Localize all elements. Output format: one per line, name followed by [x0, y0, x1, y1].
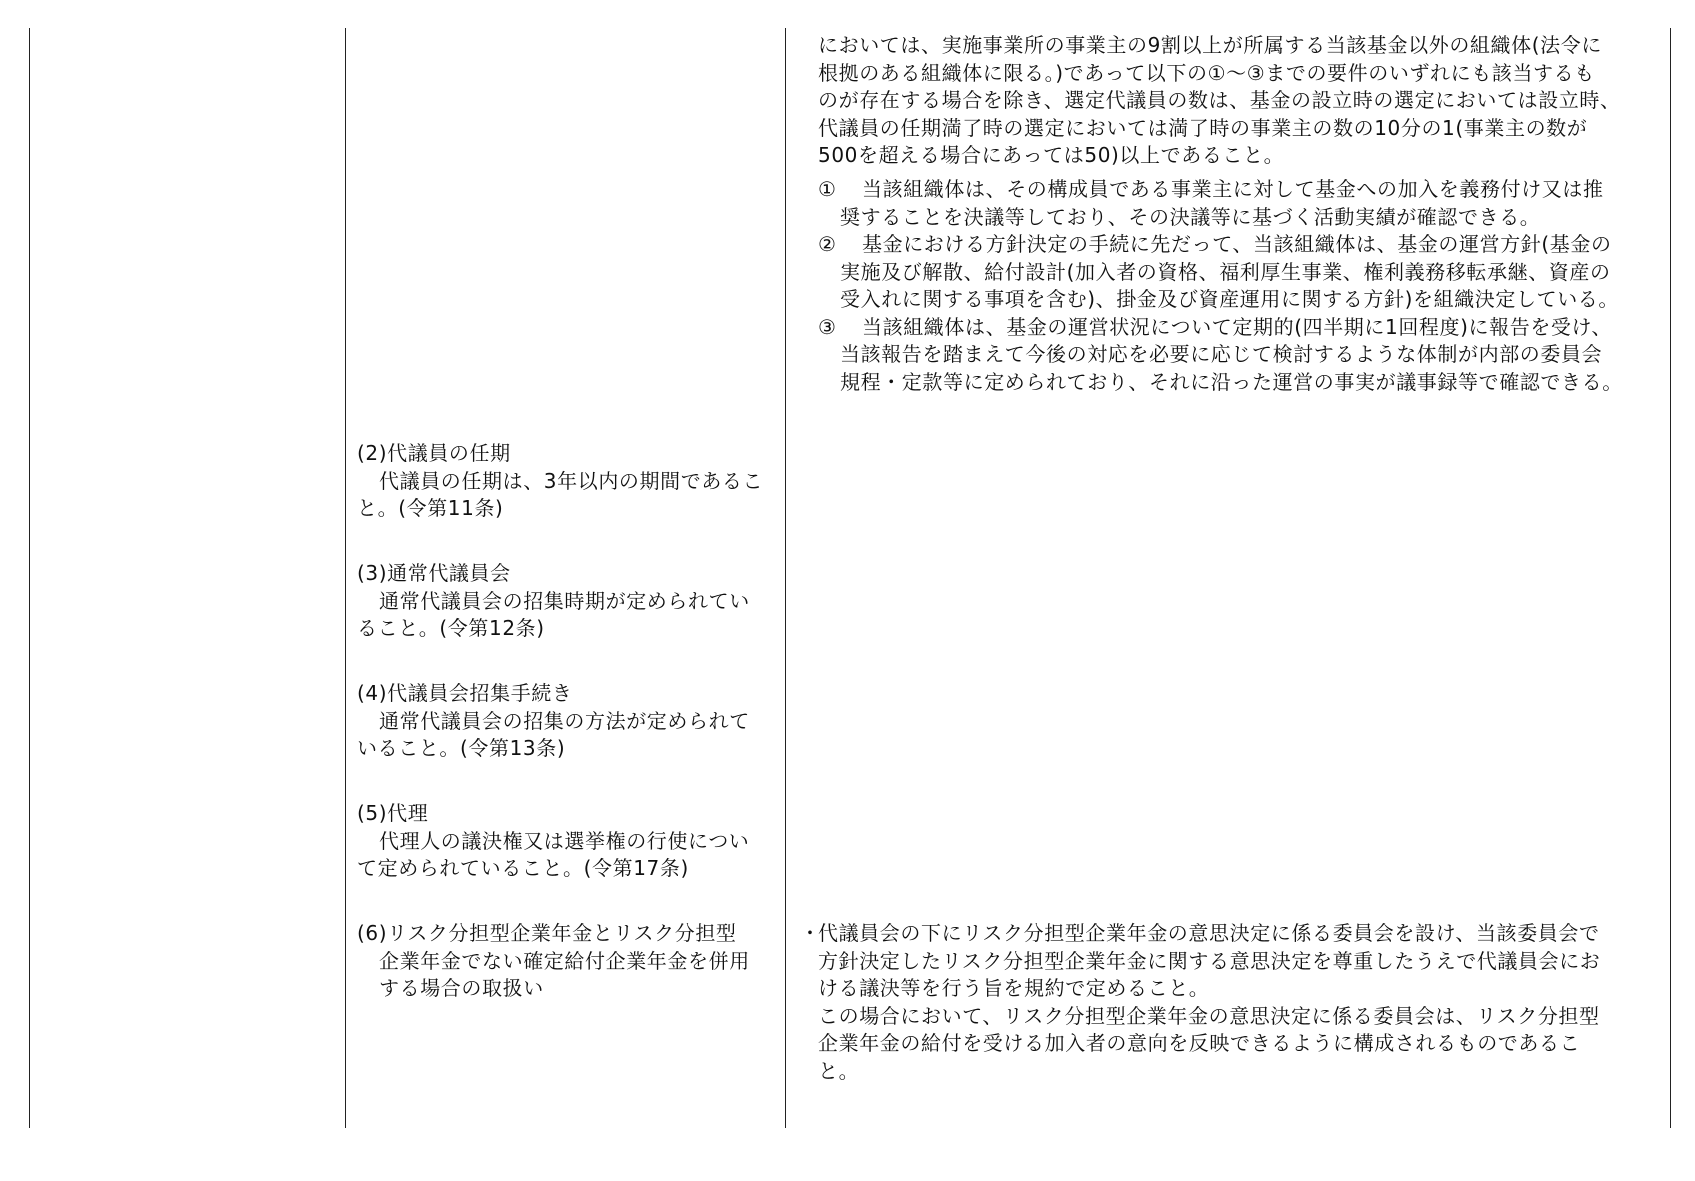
col3-requirements-list [818, 176, 1658, 396]
text-line: する場合の取扱い [379, 976, 544, 1000]
text-line: 代議員の任期満了時の選定においては満了時の事業主の数の10分の1(事業主の数が [818, 115, 1588, 140]
requirement-number: ③ [818, 314, 837, 339]
text-line: 代理人の議決権又は選挙権の行使につい [379, 828, 750, 853]
text-line: 根拠のある組織体に限る。)であって以下の①～③までの要件のいずれにも該当するも [818, 60, 1595, 85]
section-heading: (4)代議員会招集手続き [357, 681, 573, 705]
text-line: 500を超える場合にあっては50)以上であること。 [818, 143, 1285, 167]
requirement-number: ② [818, 232, 837, 256]
col3-intro-paragraph [818, 32, 1658, 170]
requirement-text: 当該組織体は、その構成員である事業主に対して基金への加入を義務付け又は推 [862, 177, 1604, 201]
text-line: 当該報告を踏まえて今後の対応を必要に応じて検討するような体制が内部の委員会 [840, 342, 1603, 366]
text-line: 規程・定款等に定められており、それに沿った運営の事実が議事録等で確認できる。 [840, 369, 1623, 394]
text-line: 代議員の任期は、3年以内の期間であるこ [379, 468, 764, 493]
requirement-text: 当該組織体は、基金の運営状況について定期的(四半期に1回程度)に報告を受け、 [862, 314, 1612, 339]
text-line [818, 231, 1658, 259]
requirement-item-1 [818, 176, 1658, 231]
requirement-item-2 [818, 231, 1658, 314]
text-line [818, 314, 1658, 342]
text-line: 奨することを決議等しており、その決議等に基づく活動実績が確認できる。 [840, 204, 1541, 229]
text-line: と。 [818, 1058, 860, 1083]
text-line: て定められていること。(令第17条) [357, 856, 689, 880]
bullet-text: 代議員会の下にリスク分担型企業年金の意思決定に係る委員会を設け、当該委員会で [818, 921, 1600, 945]
table-border-right [1670, 28, 1671, 1128]
text-line: 通常代議員会の招集の方法が定められて [379, 708, 750, 733]
section-heading: (3)通常代議員会 [357, 561, 511, 585]
text-line [800, 920, 1600, 948]
text-line: 通常代議員会の招集時期が定められてい [379, 588, 750, 613]
text-line: この場合において、リスク分担型企業年金の意思決定に係る委員会は、リスク分担型 [818, 1003, 1600, 1028]
text-line: と。(令第11条) [357, 496, 504, 520]
text-line: 企業年金の給付を受ける加入者の意向を反映できるように構成されるものであるこ [818, 1031, 1581, 1055]
section-heading: (5)代理 [357, 801, 429, 825]
text-line: いること。(令第13条) [357, 736, 566, 760]
requirement-number: ① [818, 177, 837, 201]
section-heading: (6)リスク分担型企業年金とリスク分担型 [357, 921, 737, 945]
requirement-item-3 [818, 314, 1658, 397]
text-line: 実施及び解散、給付設計(加入者の資格、福利厚生事業、権利義務移転承継、資産の [840, 259, 1611, 284]
text-line: ける議決等を行う旨を規約で定めること。 [818, 976, 1210, 1000]
section-heading: (2)代議員の任期 [357, 441, 511, 465]
requirement-text: 基金における方針決定の手続に先だって、当該組織体は、基金の運営方針(基金の [862, 232, 1612, 256]
col2-section-6 [357, 920, 777, 1003]
table-border-col2-col3 [785, 28, 786, 1128]
table-border-col1-col2 [345, 28, 346, 1128]
text-line: 企業年金でない確定給付企業年金を併用 [379, 948, 750, 973]
text-line: 受入れに関する事項を含む)、掛金及び資産運用に関する方針)を組織決定している。 [840, 287, 1620, 311]
bullet-mark: ・ [800, 921, 821, 945]
table-border-left [29, 28, 30, 1128]
col2-section-5 [357, 800, 777, 883]
text-line: においては、実施事業所の事業主の9割以上が所属する当該基金以外の組織体(法令に [818, 33, 1602, 57]
text-line: のが存在する場合を除き、選定代議員の数は、基金の設立時の選定においては設立時、 [818, 88, 1621, 112]
col2-section-3 [357, 560, 777, 643]
col3-bottom-bullet-block [800, 920, 1600, 1085]
text-line [818, 176, 1658, 204]
col2-section-2 [357, 440, 777, 523]
text-line: ること。(令第12条) [357, 616, 545, 640]
text-line: 方針決定したリスク分担型企業年金に関する意思決定を尊重したうえで代議員会にお [818, 948, 1601, 973]
col2-section-4 [357, 680, 777, 763]
